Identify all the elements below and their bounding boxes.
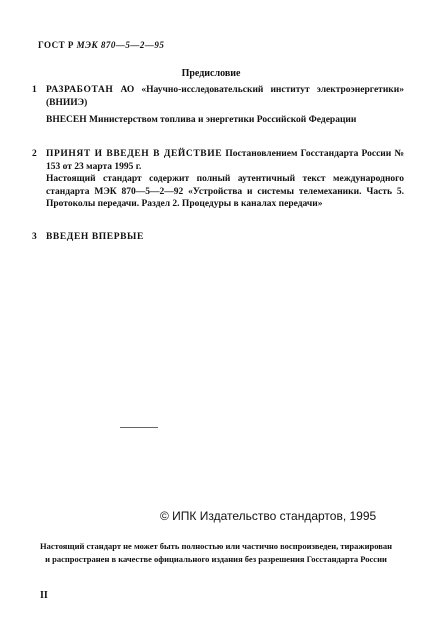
item-lead: РАЗРАБОТАН [46, 85, 114, 95]
doc-code-prefix: ГОСТ Р [38, 40, 74, 50]
copyright-line: © ИПК Издательство стандартов, 1995 [160, 509, 377, 523]
preface-title: Предисловие [181, 68, 241, 79]
page-number: II [40, 590, 48, 601]
reproduction-notice: Настоящий стандарт не может быть полностью или частично воспроизведен, тиражирован и распространен в качестве официального издания без разрешения Госстандарта России [40, 541, 392, 564]
item-sub-text: Настоящий стандарт содержит полный аутентичный текст международного стандарта МЭК 870—5—2—92 «Устройства и системы телемеханики. Часть 5. Протоколы передачи. Раздел 2. Процедуры в каналах передачи» [46, 174, 404, 209]
item-number: 1 [32, 85, 37, 95]
preface-item-2-sub [32, 173, 404, 211]
preface-item-1 [32, 84, 404, 109]
item-number: 3 [32, 232, 37, 242]
item-text: АО «Научно-исследовательский институт электроэнергетики» (ВНИИЭ) [46, 85, 404, 108]
item-number: 2 [32, 149, 37, 159]
preface-item-1-sub [32, 114, 404, 127]
item-sub-text: Министерством топлива и энергетики Российской Федерации [89, 115, 357, 125]
document-code [38, 40, 164, 50]
preface-item-2 [32, 148, 404, 173]
item-text: Постановлением Госстандарта России № 153 от 23 марта 1995 г. [46, 149, 404, 172]
divider-line [120, 427, 158, 428]
doc-code-number: МЭК 870—5—2—95 [76, 40, 165, 50]
item-lead: ВВЕДЕН ВПЕРВЫЕ [46, 232, 144, 242]
preface-item-3 [32, 231, 404, 244]
item-lead: ПРИНЯТ И ВВЕДЕН В ДЕЙСТВИЕ [46, 149, 223, 159]
item-sub-lead: ВНЕСЕН [46, 115, 87, 125]
